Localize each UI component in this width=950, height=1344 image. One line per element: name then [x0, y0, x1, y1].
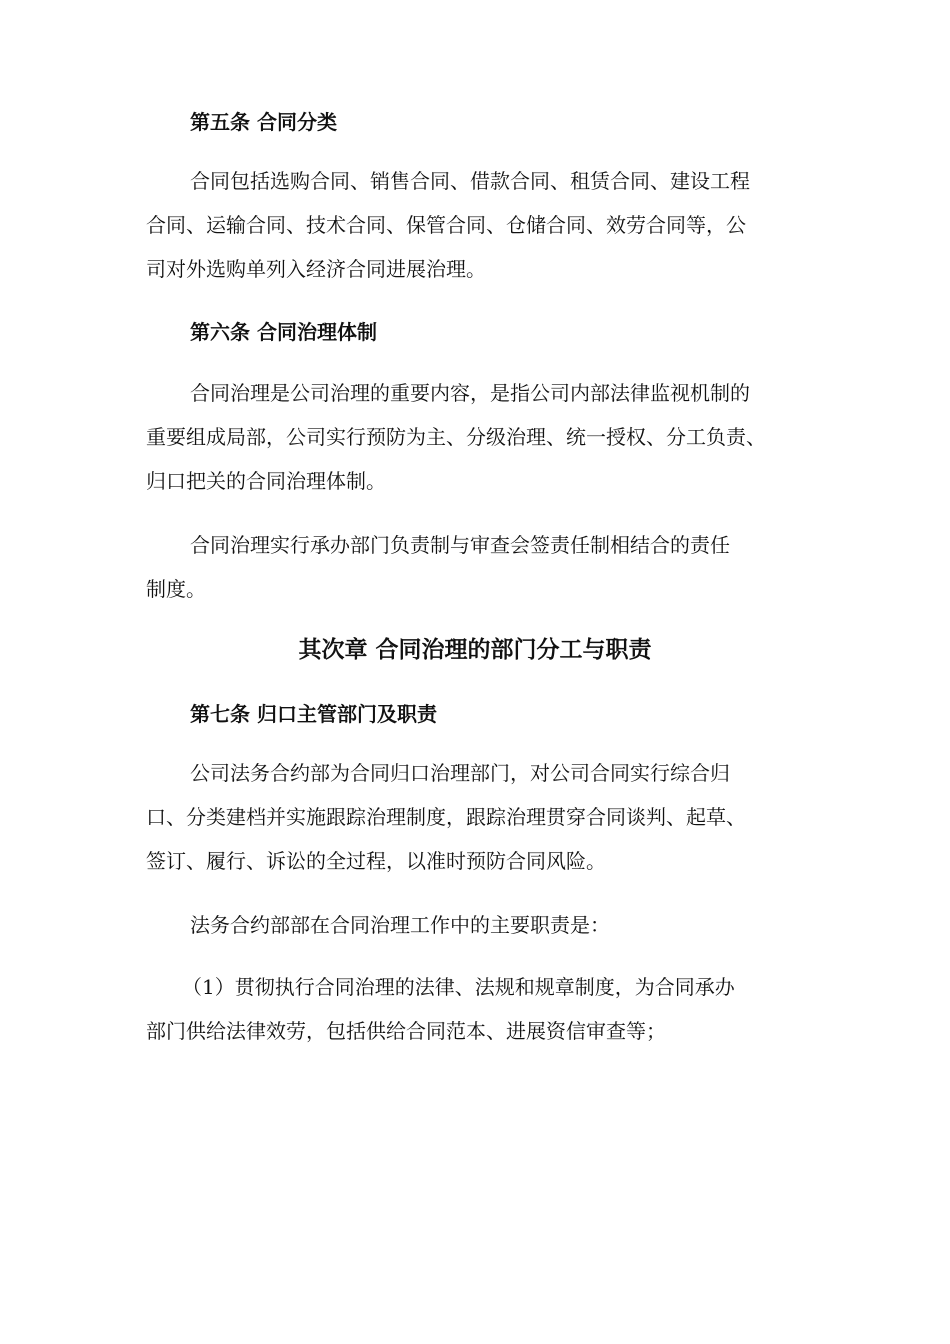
- article-5-line-1: 合同包括选购合同、销售合同、借款合同、租赁合同、建设工程: [190, 169, 750, 193]
- article-7-item-1-line-2: 部门供给法律效劳，包括供给合同范本、进展资信审查等；: [146, 1019, 666, 1043]
- article-6-para-2-line-1: 合同治理实行承办部门负责制与审查会签责任制相结合的责任: [190, 533, 730, 557]
- article-7-para-1-line-1: 公司法务合约部为合同归口治理部门，对公司合同实行综合归: [190, 761, 730, 785]
- article-7-para-2-line-1: 法务合约部部在合同治理工作中的主要职责是：: [190, 913, 610, 937]
- article-5-line-3: 司对外选购单列入经济合同进展治理。: [146, 257, 486, 281]
- article-7-heading: 第七条 归口主管部门及职责: [190, 702, 437, 726]
- article-6-para-1-line-2: 重要组成局部，公司实行预防为主、分级治理、统一授权、分工负责、: [146, 425, 766, 449]
- chapter-2-heading: 其次章 合同治理的部门分工与职责: [298, 637, 652, 663]
- article-6-heading: 第六条 合同治理体制: [190, 320, 377, 344]
- article-7-para-1-line-3: 签订、履行、诉讼的全过程，以准时预防合同风险。: [146, 849, 606, 873]
- article-5-line-2: 合同、运输合同、技术合同、保管合同、仓储合同、效劳合同等，公: [146, 213, 746, 237]
- article-6-para-2-line-2: 制度。: [146, 577, 206, 601]
- article-7-para-1-line-2: 口、分类建档并实施跟踪治理制度，跟踪治理贯穿合同谈判、起草、: [146, 805, 746, 829]
- article-5-heading: 第五条 合同分类: [190, 110, 337, 134]
- article-6-para-1-line-1: 合同治理是公司治理的重要内容，是指公司内部法律监视机制的: [190, 381, 750, 405]
- article-7-item-1-line-1: （1）贯彻执行合同治理的法律、法规和规章制度，为合同承办: [182, 975, 735, 999]
- article-6-para-1-line-3: 归口把关的合同治理体制。: [146, 469, 386, 493]
